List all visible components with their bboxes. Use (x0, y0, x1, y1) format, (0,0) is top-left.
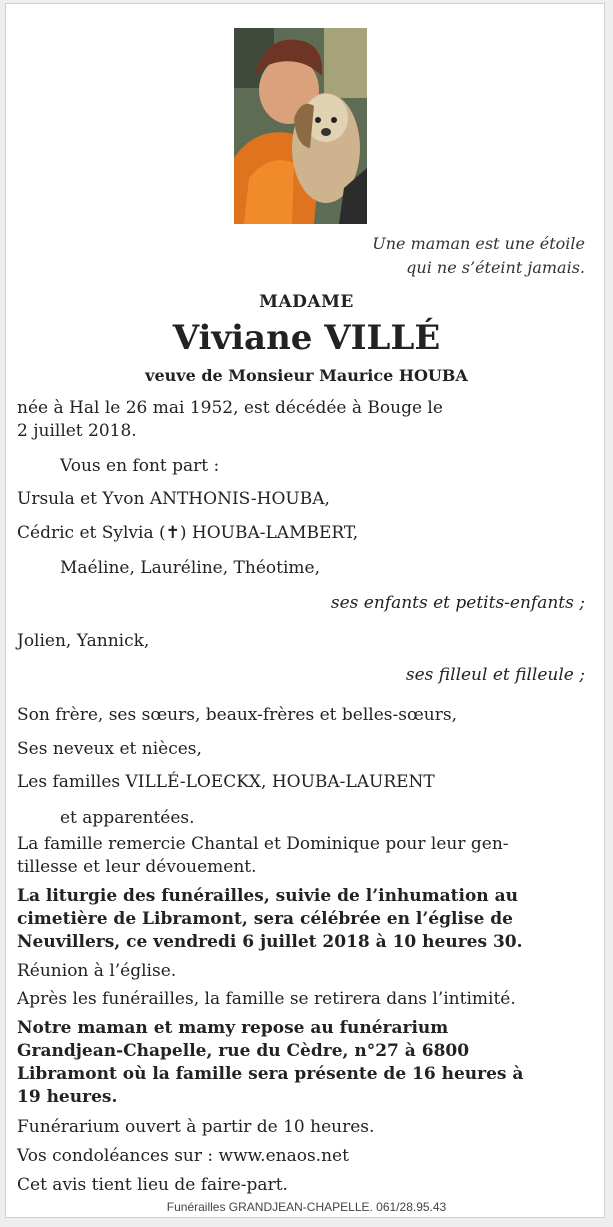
deceased-name: Viviane VILLÉ (172, 318, 441, 358)
godchildren-label: ses filleul et filleule ; (405, 665, 585, 685)
liturgy-text: cimetière de Libramont, sera célébrée en l’église de (17, 909, 513, 929)
announce-text: Vous en font part : (60, 456, 220, 476)
quote-line: qui ne s’éteint jamais. (406, 258, 585, 277)
condolences-text: Vos condoléances sur : www.enaos.net (17, 1146, 349, 1166)
opening-hours: Funérarium ouvert à partir de 10 heures. (17, 1117, 375, 1137)
after-text: Après les funérailles, la famille se retirera dans l’intimité. (17, 989, 516, 1009)
grandchildren: Maéline, Lauréline, Théotime, (60, 558, 320, 578)
thanks-text: tillesse et leur dévouement. (17, 857, 257, 877)
portrait-photo (234, 28, 367, 224)
family-member: Cédric et Sylvia (✝) HOUBA-LAMBERT, (17, 523, 359, 543)
nephews: Ses neveux et nièces, (17, 739, 202, 759)
godchildren: Jolien, Yannick, (17, 631, 150, 651)
children-label: ses enfants et petits-enfants ; (330, 593, 585, 613)
thanks-text: La famille remercie Chantal et Dominique pour leur gen- (17, 834, 509, 854)
liturgy-text: La liturgie des funérailles, suivie de l’inhumation au (17, 886, 518, 906)
related-families: et apparentées. (60, 808, 195, 828)
liturgy-text: Neuvillers, ce vendredi 6 juillet 2018 à 10 heures 30. (17, 932, 523, 952)
rest-text: Libramont où la famille sera présente de 16 heures à (17, 1064, 524, 1084)
birth-text: née à Hal le 26 mai 1952, est décédée à Bouge le (17, 398, 443, 418)
quote-line: Une maman est une étoile (372, 234, 585, 253)
rest-text: Grandjean-Chapelle, rue du Cèdre, n°27 à 6800 (17, 1041, 470, 1061)
families: Les familles VILLÉ-LOECKX, HOUBA-LAURENT (17, 772, 435, 792)
siblings: Son frère, ses sœurs, beaux-frères et belles-sœurs, (17, 705, 457, 725)
family-member: Ursula et Yvon ANTHONIS-HOUBA, (17, 489, 330, 509)
meeting-text: Réunion à l’église. (17, 961, 177, 981)
widow-of: veuve de Monsieur Maurice HOUBA (145, 366, 468, 385)
rest-text: 19 heures. (17, 1087, 118, 1107)
portrait-image-icon (234, 28, 367, 224)
honorific: MADAME (259, 292, 354, 312)
funeral-home-footer: Funérailles GRANDJEAN-CHAPELLE. 061/28.95.43 (166, 1200, 447, 1214)
birth-text: 2 juillet 2018. (17, 421, 137, 441)
rest-text: Notre maman et mamy repose au funérarium (17, 1018, 449, 1038)
notice-text: Cet avis tient lieu de faire-part. (17, 1175, 288, 1195)
epitaph-quote (372, 232, 585, 280)
